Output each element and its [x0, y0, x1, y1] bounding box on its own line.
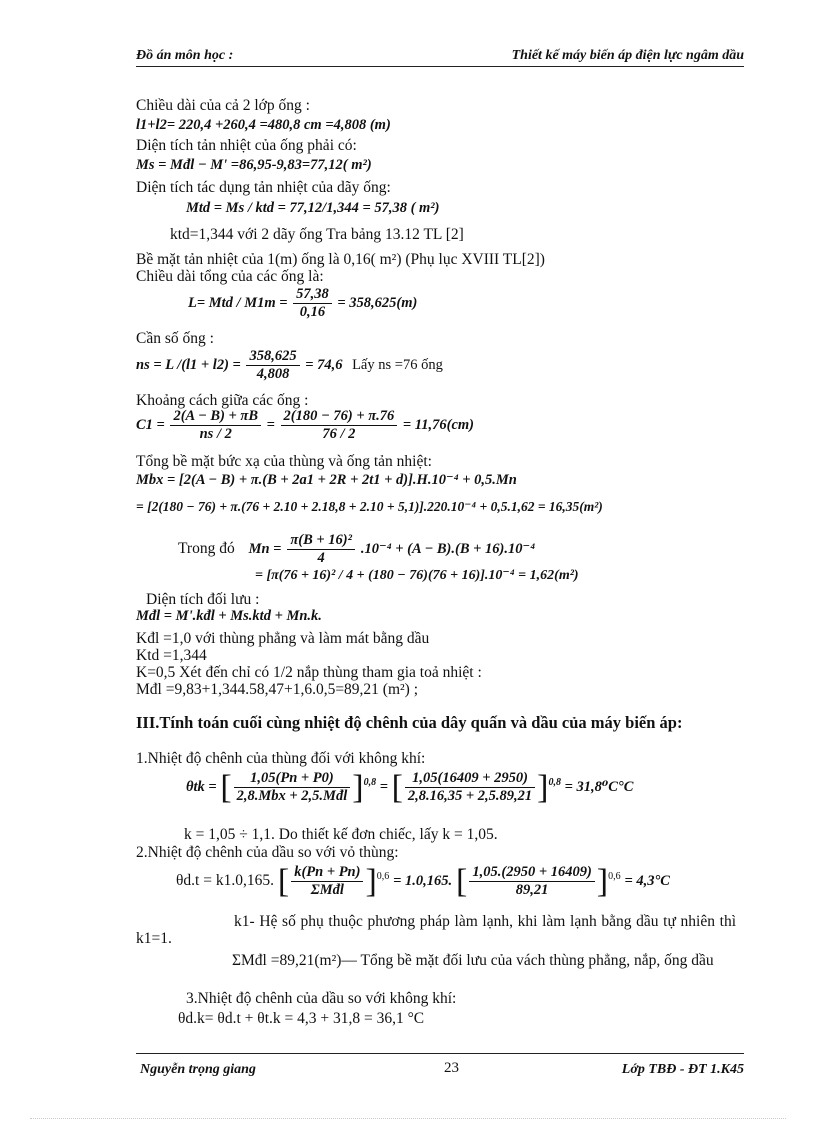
text-line: ktd=1,344 với 2 dãy ống Tra bảng 13.12 TL [2]	[170, 226, 464, 243]
eq-post: = 31,8⁰C°C	[564, 778, 634, 795]
footer-author: Nguyễn trọng giang	[140, 1062, 256, 1077]
eq-post: = 74,6	[305, 356, 343, 373]
text-line: Mđl =9,83+1,344.58,47+1,6.0,5=89,21 (m²) ;	[136, 681, 419, 698]
header-right: Thiết kế máy biến áp điện lực ngâm dầu	[511, 48, 744, 63]
fraction	[469, 864, 594, 899]
text-line: Diện tích tản nhiệt của ống phải có:	[136, 137, 357, 154]
eq-mid: = 1.0,165.	[393, 873, 453, 890]
equation: Mbx = [2(A − B) + π.(B + 2a1 + 2R + 2t1 + d)].H.10⁻⁴ + 0,5.Mn	[136, 472, 517, 488]
header-left: Đồ án môn học :	[136, 48, 234, 63]
text-line: Chiều dài tổng của các ống là:	[136, 268, 324, 285]
page-footer	[136, 1053, 744, 1077]
text-line: Ktd =1,344	[136, 647, 207, 664]
fraction	[170, 408, 261, 443]
eq-post: = 358,625(m)	[337, 294, 418, 311]
exponent: 0,6	[608, 870, 621, 882]
numerator: k(Pn + Pn)	[291, 864, 363, 882]
numerator: 1,05(Pn + P0)	[234, 770, 351, 788]
fraction	[293, 286, 332, 321]
eq-tail: Lấy ns =76 ống	[352, 356, 443, 373]
numerator: 1,05.(2950 + 16409)	[469, 864, 594, 882]
eq-post: .10⁻⁴ + (A − B).(B + 16).10⁻⁴	[360, 541, 536, 558]
equation-ns	[136, 348, 443, 383]
exponent: 0,8	[548, 777, 561, 788]
fraction	[246, 348, 299, 383]
equation-Mn	[178, 532, 535, 567]
text-line: k = 1,05 ÷ 1,1. Do thiết kế đơn chiếc, lấy k = 1,05.	[184, 826, 498, 843]
text-line: Chiều dài của cả 2 lớp ống :	[136, 97, 310, 114]
denominator: ns / 2	[199, 426, 232, 442]
equation-theta-tk: θtk = [ $\frac{1,05(Pn + P0)}{\text{2,8.Mbx + 2,5.Mđl}}$ ]$^{0,8}$ = [ $\frac{1,05(16409 + 2950)}{2,8.16,35 + 2,5.89,21}$ ]$^{0,8}$ = 31,8⁰C°C	[186, 769, 634, 806]
denominator: 0,16	[299, 304, 326, 320]
text-line: 3.Nhiệt độ chênh của dầu so với không khí:	[186, 990, 457, 1007]
page-bottom-border	[30, 1118, 786, 1119]
fraction	[287, 532, 355, 567]
denominator: ΣMđl	[310, 882, 344, 898]
denominator: 4,808	[256, 366, 290, 382]
text-line: Diện tích tác dụng tản nhiệt của dãy ống:	[136, 179, 391, 196]
denominator: 2,8.16,35 + 2,5.89,21	[407, 788, 533, 804]
page-header	[136, 46, 744, 67]
fraction	[234, 770, 351, 805]
numerator: π(B + 16)²	[287, 532, 355, 550]
eq-label: Trong đó	[178, 540, 235, 558]
section-heading: III.Tính toán cuối cùng nhiệt độ chênh của dây quấn và dầu của máy biến áp:	[136, 713, 683, 732]
denominator: 2,8.Mbx + 2,5.Mđl	[236, 788, 348, 804]
exponent: 0,8	[363, 777, 377, 788]
numerator: 1,05(16409 + 2950)	[405, 770, 535, 788]
exponent: 0,6	[376, 870, 390, 882]
fraction	[405, 770, 535, 805]
equation: Ms = Mđl − M' =86,95-9,83=77,12( m²)	[136, 157, 372, 173]
equation-theta-dt: θd.t = k1.0,165. [ $\frac{k(Pn + Pn)}{\text{ΣMđl}}$ ]$^{0,6}$ = 1.0,165. [ $\frac{1,05.(2950 + 16409)}{89,21}$ ]$^{0,6}$ = 4,3°C	[176, 863, 670, 900]
eq-post: = 4,3°C	[624, 873, 670, 890]
equation: Mtd = Ms / ktd = 77,12/1,344 = 57,38 ( m²)	[186, 200, 440, 216]
text-line: Bề mặt tản nhiệt của 1(m) ống là 0,16( m²) (Phụ lục XVIII TL[2])	[136, 251, 545, 268]
footer-class: Lớp TBĐ - ĐT 1.K45	[621, 1062, 744, 1077]
eq-pre: ns = L /(l1 + l2) =	[136, 356, 241, 373]
eq-pre: Mn =	[248, 541, 282, 558]
text-paragraph: ΣMđl =89,21(m²)— Tổng bề mặt đối lưu của vách thùng phẳng, nắp, ống dầu	[232, 952, 714, 969]
numerator: 57,38	[293, 286, 332, 304]
text-paragraph: k1- Hệ số phụ thuộc phương pháp làm lạnh, khi làm lạnh bằng dầu tự nhiên thì k1=1.	[136, 913, 736, 947]
fraction	[281, 408, 398, 443]
equation-C1: C1 = $\frac{2(A - B) + \pi B}{ns / 2}$ = $\frac{2(180 - 76) + \pi.76}{76 / 2}$ = 11,76(cm)	[136, 408, 475, 442]
eq-pre: L= Mtd / M1m =	[188, 294, 288, 311]
equation-L	[188, 286, 417, 321]
text-line: Cần số ống :	[136, 330, 214, 347]
numerator: 2(A − B) + πB	[170, 408, 261, 426]
denominator: 89,21	[515, 882, 549, 898]
text-line: Kđl =1,0 với thùng phẳng và làm mát bằng dầu	[136, 630, 430, 647]
eq-pre: C1 =	[136, 416, 165, 433]
page-number: 23	[444, 1060, 459, 1076]
numerator: 2(180 − 76) + π.76	[281, 408, 398, 426]
text-line: Tổng bề mặt bức xạ của thùng và ống tản nhiệt:	[136, 453, 432, 470]
equation: l1+l2= 220,4 +260,4 =480,8 cm =4,808 (m)	[136, 117, 391, 133]
numerator: 358,625	[246, 348, 299, 366]
equation: = [π(76 + 16)² / 4 + (180 − 76)(76 + 16)].10⁻⁴ = 1,62(m²)	[255, 568, 579, 583]
text-line: 2.Nhiệt độ chênh của dầu so với vỏ thùng:	[136, 844, 399, 861]
text-line: 1.Nhiệt độ chênh của thùng đối với không khí:	[136, 750, 426, 767]
equation: = [2(180 − 76) + π.(76 + 2.10 + 2.18,8 + 2.10 + 5,1)].220.10⁻⁴ + 0,5.1,62 = 16,35(m²)	[136, 499, 603, 514]
eq-post: = 11,76(cm)	[402, 416, 475, 433]
text-line: K=0,5 Xét đến chỉ có 1/2 nắp thùng tham gia toả nhiệt :	[136, 664, 482, 681]
equation: Mđl = M'.kđl + Ms.ktd + Mn.k.	[136, 608, 322, 624]
denominator: 4	[317, 550, 325, 566]
text-line: Khoảng cách giữa các ống :	[136, 392, 309, 409]
equation: θd.k= θd.t + θt.k = 4,3 + 31,8 = 36,1 °C	[178, 1010, 425, 1027]
eq-pre: θd.t = k1.0,165.	[176, 872, 274, 890]
eq-pre: θtk =	[186, 778, 217, 795]
text-line: Diện tích đối lưu :	[146, 591, 260, 608]
fraction	[291, 864, 363, 899]
denominator: 76 / 2	[322, 426, 356, 442]
